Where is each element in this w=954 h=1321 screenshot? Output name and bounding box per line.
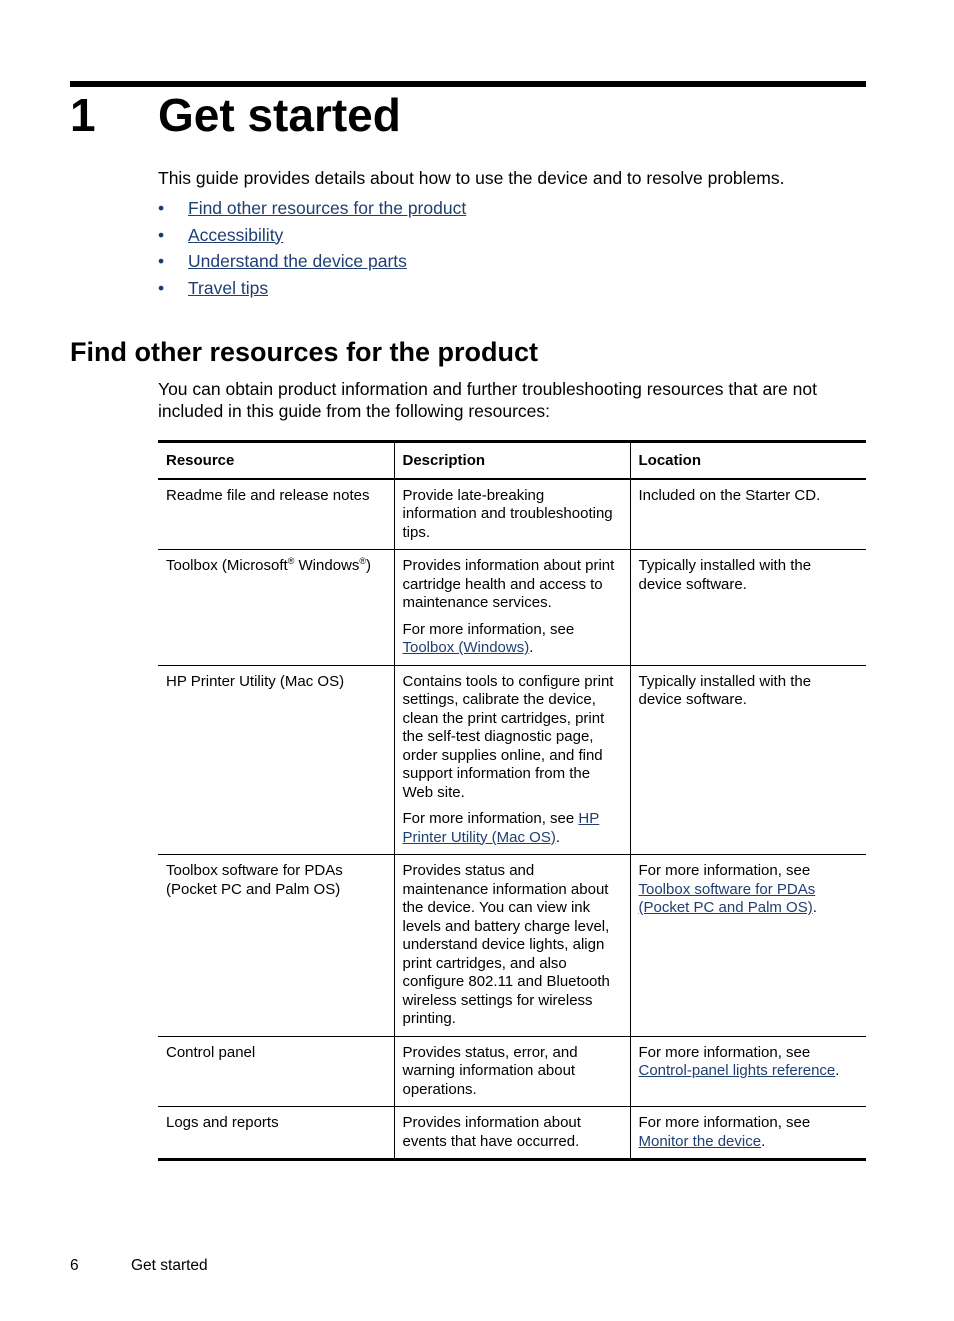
page-number: 6 bbox=[70, 1257, 79, 1274]
chapter-title: Get started bbox=[158, 89, 401, 141]
cell-resource: HP Printer Utility (Mac OS) bbox=[158, 665, 394, 855]
description-text: Contains tools to configure print settings, calibrate the device, clean the print cartridges, print the self-test diagnostic page, order supplies online, and find support information from the Web site. bbox=[402, 672, 614, 801]
cell-description: Provides status and maintenance information about the device. You can view ink levels and battery charge level, understand device lights, align print cartridges, and also configure 802.11 and Bluetooth wireless settings for wireless printing. bbox=[394, 855, 630, 1037]
toc-link-travel-tips[interactable]: Travel tips bbox=[188, 277, 269, 298]
table-header-row bbox=[158, 442, 866, 479]
bullet-icon: • bbox=[158, 198, 165, 218]
resource-text: Toolbox (Microsoft bbox=[166, 557, 288, 574]
more-info-suffix: . bbox=[555, 828, 561, 846]
chapter-intro: This guide provides details about how to use the device and to resolve problems. bbox=[158, 168, 785, 188]
link-monitor-device[interactable]: Monitor the device bbox=[638, 1132, 762, 1150]
bullet-icon: • bbox=[158, 251, 165, 271]
cell-location bbox=[630, 1107, 866, 1160]
cell-description bbox=[394, 550, 630, 666]
location-suffix: . bbox=[812, 899, 817, 916]
bullet-icon: • bbox=[158, 277, 165, 298]
registered-mark: ® bbox=[359, 556, 367, 566]
location-prefix: For more information, see bbox=[638, 862, 811, 879]
location-prefix: For more information, see bbox=[638, 1114, 811, 1131]
link-hp-printer-utility[interactable]: HP Printer Utility (Mac OS) bbox=[402, 810, 600, 846]
toc-link-device-parts[interactable]: Understand the device parts bbox=[188, 251, 407, 271]
location-prefix: For more information, see bbox=[638, 1043, 811, 1061]
cell-description bbox=[394, 665, 630, 855]
description-text: Provides information about print cartridge health and access to maintenance services. bbox=[402, 557, 615, 611]
link-toolbox-pdas[interactable]: Toolbox software for PDAs (Pocket PC and Palm OS) bbox=[638, 880, 816, 916]
cell-resource bbox=[158, 550, 394, 666]
link-toolbox-windows[interactable]: Toolbox (Windows) bbox=[402, 639, 530, 656]
cell-location bbox=[630, 1036, 866, 1107]
column-header-location: Location bbox=[630, 442, 866, 479]
bullet-icon: • bbox=[158, 224, 165, 245]
cell-location bbox=[630, 855, 866, 1037]
more-info bbox=[403, 621, 622, 658]
table-row bbox=[158, 1107, 866, 1160]
cell-description: Provides information about events that have occurred. bbox=[394, 1107, 630, 1160]
toc-link-find-resources[interactable]: Find other resources for the product bbox=[188, 198, 467, 218]
cell-resource: Control panel bbox=[158, 1036, 394, 1107]
table-row bbox=[158, 855, 866, 1037]
cell-location: Typically installed with the device software. bbox=[630, 550, 866, 666]
cell-resource: Logs and reports bbox=[158, 1107, 394, 1160]
more-info-prefix: For more information, see bbox=[402, 810, 579, 827]
location-suffix: . bbox=[761, 1132, 766, 1150]
more-info-suffix: . bbox=[529, 639, 534, 656]
resource-text: ) bbox=[366, 557, 372, 574]
footer-chapter-label: Get started bbox=[131, 1257, 208, 1274]
cell-resource: Readme file and release notes bbox=[166, 486, 370, 504]
section-intro: You can obtain product information and further troubleshooting resources that are not included in this guide from the following resources: bbox=[158, 379, 817, 421]
table-row bbox=[158, 665, 866, 855]
link-control-panel-lights[interactable]: Control-panel lights reference bbox=[638, 1062, 836, 1079]
column-header-resource: Resource bbox=[158, 442, 394, 479]
table-row bbox=[158, 1036, 866, 1107]
table-row bbox=[158, 550, 866, 666]
location-suffix: . bbox=[835, 1062, 840, 1079]
chapter-top-rule bbox=[70, 81, 866, 87]
table-row bbox=[158, 479, 866, 550]
column-header-description: Description bbox=[394, 442, 630, 479]
cell-resource: Toolbox software for PDAs (Pocket PC and Palm OS) bbox=[158, 855, 394, 1037]
more-info-prefix: For more information, see bbox=[402, 620, 575, 638]
resource-text: Windows bbox=[294, 557, 360, 574]
toc-link-accessibility[interactable]: Accessibility bbox=[188, 224, 284, 245]
cell-location: Included on the Starter CD. bbox=[630, 479, 866, 550]
resources-table bbox=[158, 440, 866, 1161]
cell-description: Provides status, error, and warning information about operations. bbox=[394, 1036, 630, 1107]
chapter-number: 1 bbox=[70, 89, 96, 141]
cell-location: Typically installed with the device software. bbox=[630, 665, 866, 855]
registered-mark: ® bbox=[287, 556, 295, 566]
cell-description: Provide late-breaking information and troubleshooting tips. bbox=[394, 479, 630, 550]
section-heading: Find other resources for the product bbox=[70, 337, 539, 367]
more-info bbox=[403, 810, 622, 847]
